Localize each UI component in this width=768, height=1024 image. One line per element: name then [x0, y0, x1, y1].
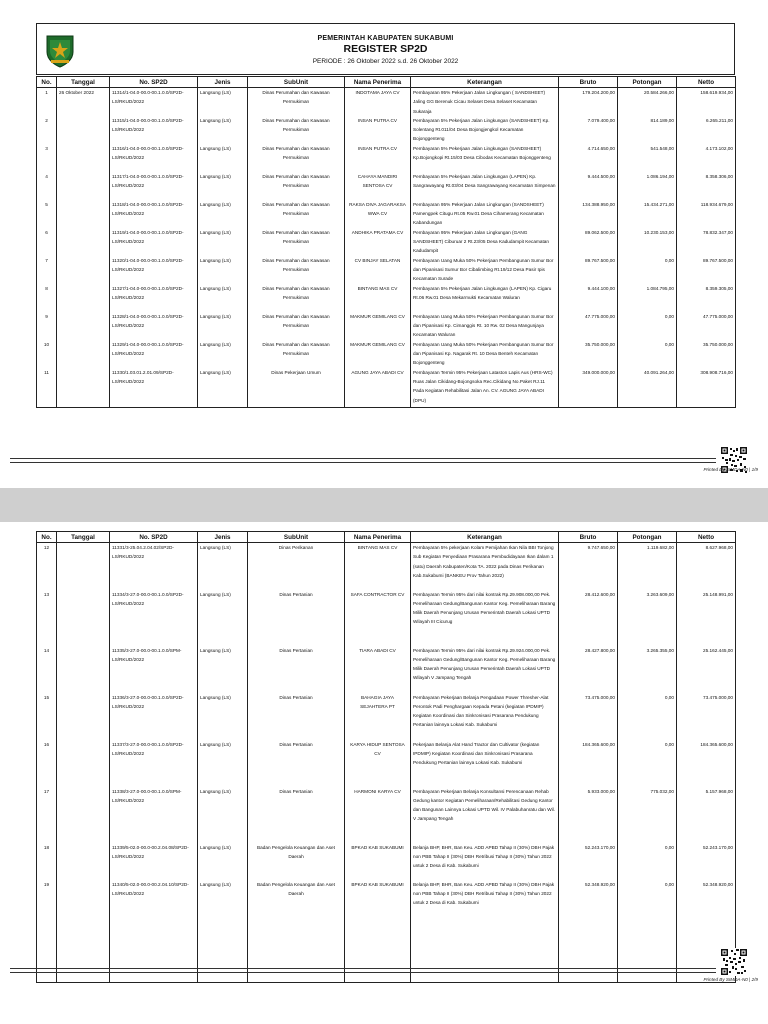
empty-cell: [198, 405, 248, 407]
cell-no-sp2d: 11328/1-04.0-00.0-00.1.0.0/SP2D-LS/RKUD/2022: [110, 312, 198, 340]
table-row: [37, 144, 736, 172]
cell-jenis: Langsung (LS): [198, 200, 248, 228]
cell-keterangan: Pembayaran 5% Pekerjaan Jalan Lingkungan (SANDSHEET) Kp. Solentang Rt.011/04 Desa Bojongjengkol Kecamatan Bojonggenteng: [411, 116, 559, 144]
cell-nama-penerima: BINTANG MAS CV: [345, 284, 411, 312]
empty-cell: [677, 405, 736, 407]
cell-bruto: 89.062.500,00: [559, 228, 618, 256]
cell-nama-penerima: TIARA ABADI CV: [345, 646, 411, 693]
cell-netto: 6.265.211,00: [677, 116, 736, 144]
col-header-netto: Netto: [677, 532, 736, 543]
cell-jenis: Langsung (LS): [198, 116, 248, 144]
cell-netto: 8.627.968,00: [677, 543, 736, 590]
cell-netto: 73.475.000,00: [677, 693, 736, 740]
cell-subunit: Dinas Pertanian: [248, 787, 345, 843]
cell-keterangan: Belanja BHP, BHR, Ban Keu. ADD APBD Tahap II (30%) DBH Pajak non PBB Tahap II (30%) DBH Retribusi Tahap II (30%) Tahun 2022 untuk 2 Desa di Kab. Sukabumi: [411, 843, 559, 880]
report-header: [36, 23, 735, 75]
cell-subunit: Dinas Perikanan: [248, 543, 345, 590]
cell-netto: 25.148.991,00: [677, 590, 736, 646]
cell-subunit: Dinas Perumahan dan Kawasan Permukiman: [248, 172, 345, 200]
cell-jenis: Langsung (LS): [198, 256, 248, 284]
col-header-nama-penerima: Nama Penerima: [345, 532, 411, 543]
cell-tanggal: [57, 843, 110, 880]
cell-jenis: Langsung (LS): [198, 88, 248, 116]
table-row: [37, 116, 736, 144]
empty-cell: [37, 405, 57, 407]
cell-potongan: 541.548,00: [618, 144, 677, 172]
cell-netto: 35.750.000,00: [677, 340, 736, 368]
cell-no-sp2d: 11336/3-27.0-00.0-00.1.0.0/SP2D-LS/RKUD/2022: [110, 693, 198, 740]
col-header-subunit: SubUnit: [248, 532, 345, 543]
table-row: [37, 200, 736, 228]
empty-cell: [57, 405, 110, 407]
cell-tanggal: 26 Oktober 2022: [57, 88, 110, 116]
cell-subunit: Dinas Perumahan dan Kawasan Permukiman: [248, 88, 345, 116]
cell-nama-penerima: AGUNG JAYA ABADI CV: [345, 368, 411, 405]
cell-no-sp2d: 11329/1-04.0-00.0-00.1.0.0/SP2D-LS/RKUD/2022: [110, 340, 198, 368]
cell-tanggal: [57, 284, 110, 312]
cell-netto: 47.775.000,00: [677, 312, 736, 340]
cell-bruto: 9.444.100,00: [559, 284, 618, 312]
col-header-potongan: Potongan: [618, 77, 677, 88]
cell-bruto: 9.747.650,00: [559, 543, 618, 590]
register-page-1: [0, 0, 768, 488]
cell-nama-penerima: RAKSA DIVA JAGARAKSA WWA CV: [345, 200, 411, 228]
cell-no-sp2d: 11331/3-25.04.2.04.02/SP2D-LS/RKUD/2022: [110, 543, 198, 590]
col-header-no: No.: [37, 77, 57, 88]
cell-tanggal: [57, 312, 110, 340]
cell-nama-penerima: HARMONI KARYA CV: [345, 787, 411, 843]
cell-bruto: 179.204.200,00: [559, 88, 618, 116]
cell-jenis: Langsung (LS): [198, 693, 248, 740]
cell-netto: 52.348.920,00: [677, 880, 736, 917]
cell-subunit: Badan Pengelola Keuangan dan Aset Daerah: [248, 880, 345, 917]
cell-subunit: Dinas Perumahan dan Kawasan Permukiman: [248, 284, 345, 312]
table-row: [37, 693, 736, 740]
col-header-no: No.: [37, 532, 57, 543]
cell-tanggal: [57, 368, 110, 405]
cell-no-sp2d: 11337/3-27.0-00.0-00.1.0.0/SP2D-LS/RKUD/2022: [110, 740, 198, 787]
cell-netto: 8.358.306,00: [677, 172, 736, 200]
cell-no-sp2d: 11316/1-04.0-00.0-00.1.0.0/SP2D-LS/RKUD/2022: [110, 144, 198, 172]
cell-netto: 158.619.934,00: [677, 88, 736, 116]
cell-jenis: Langsung (LS): [198, 787, 248, 843]
cell-netto: 78.832.347,00: [677, 228, 736, 256]
cell-bruto: 52.348.920,00: [559, 880, 618, 917]
cell-nama-penerima: MAKMUR GEMILANG CV: [345, 340, 411, 368]
cell-nama-penerima: CV BINJAY SELATAN: [345, 256, 411, 284]
empty-cell: [248, 405, 345, 407]
cell-subunit: Dinas Pertanian: [248, 646, 345, 693]
cell-no: 2: [37, 116, 57, 144]
cell-jenis: Langsung (LS): [198, 368, 248, 405]
cell-potongan: 1.086.194,00: [618, 172, 677, 200]
cell-jenis: Langsung (LS): [198, 543, 248, 590]
cell-nama-penerima: ANDHIKA PRATAMA CV: [345, 228, 411, 256]
cell-no: 5: [37, 200, 57, 228]
cell-no-sp2d: 11315/1-04.0-00.0-00.1.0.0/SP2D-LS/RKUD/2022: [110, 116, 198, 144]
table-row: [37, 340, 736, 368]
cell-jenis: Langsung (LS): [198, 880, 248, 917]
cell-subunit: Dinas Perumahan dan Kawasan Permukiman: [248, 228, 345, 256]
col-header-subunit: SubUnit: [248, 77, 345, 88]
empty-cell: [618, 405, 677, 407]
table-row: [37, 284, 736, 312]
cell-no: 19: [37, 880, 57, 917]
cell-subunit: Dinas Perumahan dan Kawasan Permukiman: [248, 312, 345, 340]
cell-nama-penerima: INSAN PUTRA CV: [345, 144, 411, 172]
cell-keterangan: Pembayaran Uang Muka 50% Pekerjaan Pembangunan Sumur Bor dan Pipanisasi Sumur Bor Cibalimbing Rt.19/12 Desa Pasir Ipis Kecamatan Surade: [411, 256, 559, 284]
cell-tanggal: [57, 543, 110, 590]
cell-subunit: Dinas Pekerjaan Umum: [248, 368, 345, 405]
cell-tanggal: [57, 693, 110, 740]
cell-potongan: 20.584.266,00: [618, 88, 677, 116]
cell-no-sp2d: 11318/1-04.0-00.0-00.1.0.0/SP2D-LS/RKUD/2022: [110, 200, 198, 228]
cell-no: 11: [37, 368, 57, 405]
table-row: [37, 88, 736, 116]
register-page-2: [0, 522, 768, 1024]
cell-nama-penerima: SAFA CONTRACTOR CV: [345, 590, 411, 646]
cell-potongan: 3.263.609,00: [618, 590, 677, 646]
cell-bruto: 28.412.600,00: [559, 590, 618, 646]
cell-jenis: Langsung (LS): [198, 843, 248, 880]
cell-netto: 4.173.102,00: [677, 144, 736, 172]
printed-by-footer: Printed By SIMDA-N0 | 1/9: [703, 467, 758, 472]
cell-keterangan: Pekerjaan Belanja Alat Hand Tractor dan Cultivator (kegiatan IPDMIP) Kegiatan Koordinasi dan Sinkronisasi Prasarana Pendukung Pertanian lainnya Lokasi Kab. Sukabumi: [411, 740, 559, 787]
cell-subunit: Dinas Pertanian: [248, 740, 345, 787]
cell-netto: 5.157.968,00: [677, 787, 736, 843]
cell-tanggal: [57, 590, 110, 646]
report-period: PERIODE : 26 Oktober 2022 s.d. 26 Oktober 2022: [312, 58, 459, 65]
cell-netto: 52.243.170,00: [677, 843, 736, 880]
cell-netto: 25.162.445,00: [677, 646, 736, 693]
cell-potongan: 40.091.264,00: [618, 368, 677, 405]
report-title: REGISTER SP2D: [343, 43, 428, 55]
empty-cell: [559, 405, 618, 407]
cell-jenis: Langsung (LS): [198, 228, 248, 256]
cell-jenis: Langsung (LS): [198, 284, 248, 312]
cell-potongan: 0,00: [618, 256, 677, 284]
cell-bruto: 89.767.500,00: [559, 256, 618, 284]
cell-subunit: Dinas Perumahan dan Kawasan Permukiman: [248, 200, 345, 228]
cell-no: 3: [37, 144, 57, 172]
cell-no-sp2d: 11314/1-04.0-00.0-00.1.0.0/SP2D-LS/RKUD/2022: [110, 88, 198, 116]
cell-potongan: 10.230.153,00: [618, 228, 677, 256]
cell-jenis: Langsung (LS): [198, 590, 248, 646]
cell-keterangan: Belanja BHP, BHR, Ban Keu. ADD APBD Tahap II (30%) DBH Pajak non PBB Tahap II (30%) DBH Retribusi Tahap II (30%) Tahun 2022 untuk 2 Desa di Kab. Sukabumi: [411, 880, 559, 917]
empty-cell: [411, 405, 559, 407]
cell-subunit: Dinas Perumahan dan Kawasan Permukiman: [248, 144, 345, 172]
cell-no: 14: [37, 646, 57, 693]
cell-potongan: 0,00: [618, 693, 677, 740]
col-header-no-sp2d: No. SP2D: [110, 77, 198, 88]
col-header-netto: Netto: [677, 77, 736, 88]
table-row: [37, 740, 736, 787]
cell-no: 13: [37, 590, 57, 646]
cell-nama-penerima: KARYA HIDUP SENTOSA CV: [345, 740, 411, 787]
cell-potongan: 0,00: [618, 340, 677, 368]
col-header-tanggal: Tanggal: [57, 532, 110, 543]
table-row: [37, 787, 736, 843]
cell-netto: 184.365.600,00: [677, 740, 736, 787]
table-header-row: [37, 77, 736, 88]
cell-tanggal: [57, 340, 110, 368]
cell-bruto: 73.475.000,00: [559, 693, 618, 740]
col-header-jenis: Jenis: [198, 77, 248, 88]
cell-tanggal: [57, 228, 110, 256]
cell-bruto: 52.243.170,00: [559, 843, 618, 880]
page-divider: [10, 972, 716, 973]
cell-no: 7: [37, 256, 57, 284]
cell-no: 8: [37, 284, 57, 312]
empty-cell: [110, 405, 198, 407]
cell-bruto: 7.079.400,00: [559, 116, 618, 144]
cell-no: 17: [37, 787, 57, 843]
page-divider: [10, 968, 716, 969]
page-divider: [10, 462, 716, 463]
page-divider: [10, 458, 716, 459]
cell-no: 9: [37, 312, 57, 340]
cell-nama-penerima: BPKAD KAB SUKABUMI: [345, 843, 411, 880]
cell-nama-penerima: MAKMUR GEMILANG CV: [345, 312, 411, 340]
cell-tanggal: [57, 200, 110, 228]
table-body: [37, 543, 736, 983]
cell-no: 4: [37, 172, 57, 200]
table-body: [37, 88, 736, 408]
cell-tanggal: [57, 880, 110, 917]
cell-potongan: 814.189,00: [618, 116, 677, 144]
table-row: [37, 590, 736, 646]
qr-code-icon: [720, 948, 748, 976]
table-empty-space: [37, 405, 736, 407]
cell-potongan: 0,00: [618, 880, 677, 917]
cell-jenis: Langsung (LS): [198, 646, 248, 693]
cell-bruto: 184.365.600,00: [559, 740, 618, 787]
cell-no-sp2d: 11338/3-27.0-00.0-00.1.0.0/SPM-LS/RKUD/2022: [110, 787, 198, 843]
cell-no: 6: [37, 228, 57, 256]
government-name: PEMERINTAH KABUPATEN SUKABUMI: [317, 35, 454, 42]
cell-no: 10: [37, 340, 57, 368]
cell-no-sp2d: 11340/5-02.0-00.0-00.2.04.10/SP2D-LS/RKUD/2022: [110, 880, 198, 917]
cell-potongan: 1.084.795,00: [618, 284, 677, 312]
cell-jenis: Langsung (LS): [198, 172, 248, 200]
cell-bruto: 4.714.650,00: [559, 144, 618, 172]
cell-netto: 308.908.716,00: [677, 368, 736, 405]
cell-potongan: 0,00: [618, 740, 677, 787]
cell-tanggal: [57, 646, 110, 693]
cell-no-sp2d: 11330/1.03.01.2.01.09/SP2D-LS/RKUD/2022: [110, 368, 198, 405]
cell-tanggal: [57, 256, 110, 284]
cell-no: 1: [37, 88, 57, 116]
table-row: [37, 843, 736, 880]
cell-keterangan: Pembayaran 5% Pekerjaan Jalan Lingkungan (LAPEN) Kp. Sangrawayang Rt.03/04 Desa Sangrawayang Kecamatan Simpenan: [411, 172, 559, 200]
table-row: [37, 880, 736, 917]
cell-nama-penerima: BPKAD KAB SUKABUMI: [345, 880, 411, 917]
cell-potongan: 15.434.271,00: [618, 200, 677, 228]
cell-bruto: 47.775.000,00: [559, 312, 618, 340]
cell-bruto: 5.933.000,00: [559, 787, 618, 843]
cell-keterangan: Pembayaran Termin 95% dari nilai kontrak Rp.29.924.000,00 Pek. Pemeliharaan Gedung/Bangunan Kantor Keg. Pemeliharaan Barang Milik Daerah Penunjang Urusan Pemerintah Daerah Lokasi UPTD Wilayah V Jampang Tengah: [411, 646, 559, 693]
cell-keterangan: Pembayaran 95% Pekerjaan Jalan Lingkungan (SANDSHEET) Pamengpek Citugu Rt.05 Rw.01 Desa Cihamerang Kecamatan Kabandungan: [411, 200, 559, 228]
cell-nama-penerima: BINTANG MAS CV: [345, 543, 411, 590]
cell-subunit: Dinas Perumahan dan Kawasan Permukiman: [248, 256, 345, 284]
cell-subunit: Badan Pengelola Keuangan dan Aset Daerah: [248, 843, 345, 880]
cell-netto: 89.767.500,00: [677, 256, 736, 284]
cell-no-sp2d: 11319/1-04.0-00.0-00.1.0.0/SP2D-LS/RKUD/2022: [110, 228, 198, 256]
cell-subunit: Dinas Pertanian: [248, 693, 345, 740]
table-row: [37, 312, 736, 340]
cell-potongan: 775.032,00: [618, 787, 677, 843]
cell-keterangan: Pembayaran 5% pekerjaan Kolam Pemijahan Ikan Nila BBI Tonjong Sub Kegiatan Penyediaan Prasarana Pembudidayaan Ikan dalam 1 (satu) Daerah Kabupaten/Kota TA. 2022 pada Dinas Perikanan Kab.Sukabumi (BANKEU Prov Tahun 2022): [411, 543, 559, 590]
cell-no-sp2d: 11339/5-02.0-00.0-00.2.04.08/SP2D-LS/RKUD/2022: [110, 843, 198, 880]
cell-nama-penerima: CAHAYA MANDIRI SENTOSA CV: [345, 172, 411, 200]
cell-subunit: Dinas Perumahan dan Kawasan Permukiman: [248, 340, 345, 368]
cell-tanggal: [57, 144, 110, 172]
cell-keterangan: Pembayaran Termin 95% Pekerjaan Lataston Lapis Aus (HRS-WC) Ruas Jalan Cikidang-Bojongsoka Rec.Cikidang No.Paket RJ.11 Pada Kegiatan Rehabilitasi Jalan An. CV. AGUNG JAYA ABADI (DPU): [411, 368, 559, 405]
col-header-tanggal: Tanggal: [57, 77, 110, 88]
cell-potongan: 1.119.682,00: [618, 543, 677, 590]
col-header-keterangan: Keterangan: [411, 77, 559, 88]
col-header-bruto: Bruto: [559, 77, 618, 88]
cell-no-sp2d: 11317/1-04.0-00.0-00.1.0.0/SP2D-LS/RKUD/2022: [110, 172, 198, 200]
cell-no: 12: [37, 543, 57, 590]
cell-netto: 118.934.679,00: [677, 200, 736, 228]
cell-tanggal: [57, 787, 110, 843]
cell-potongan: 0,00: [618, 843, 677, 880]
cell-no-sp2d: 11335/3-27.0-00.0-00.1.0.0/SPM-LS/RKUD/2022: [110, 646, 198, 693]
cell-jenis: Langsung (LS): [198, 312, 248, 340]
sp2d-register-table: [36, 531, 736, 983]
cell-no-sp2d: 11334/3-27.0-00.0-00.1.0.0/SP2D-LS/RKUD/2022: [110, 590, 198, 646]
empty-cell: [345, 405, 411, 407]
cell-tanggal: [57, 740, 110, 787]
table-row: [37, 256, 736, 284]
table-row: [37, 646, 736, 693]
cell-bruto: 9.444.500,00: [559, 172, 618, 200]
table-row: [37, 228, 736, 256]
cell-potongan: 0,00: [618, 312, 677, 340]
col-header-bruto: Bruto: [559, 532, 618, 543]
cell-keterangan: Pembayaran 95% Pekerjaan Jalan Lingkungan ( SANDSHEET) Jaling GG Berenuk Cicau Selaset Desa Selaset Kecamatan Sukaraja: [411, 88, 559, 116]
sp2d-register-table: [36, 76, 736, 408]
cell-nama-penerima: BAHAGIA JAYA SEJAHTERA PT: [345, 693, 411, 740]
cell-keterangan: Pembayaran Pekerjaan Belanja Konsultansi Perencanaan Rehab Gedung kantor Kegiatan Pemeliharaan/Rehabilitasi Gedung Kantor dan Bangunan Lainnya Lokasi UPTD Wil. IV Palabuhanratu dan Wil. V Jampang Tengah: [411, 787, 559, 843]
cell-no-sp2d: 11327/1-04.0-00.0-00.1.0.0/SP2D-LS/RKUD/2022: [110, 284, 198, 312]
col-header-no-sp2d: No. SP2D: [110, 532, 198, 543]
cell-keterangan: Pembayaran 5% Pekerjaan Jalan Lingkungan (SANDSHEET) Kp.Bojongkopi Rt.15/03 Desa Cibodas Kecamatan Bojonggenteng: [411, 144, 559, 172]
cell-bruto: 349.000.000,00: [559, 368, 618, 405]
cell-no-sp2d: 11320/1-04.0-00.0-00.1.0.0/SP2D-LS/RKUD/2022: [110, 256, 198, 284]
table-header-row: [37, 532, 736, 543]
cell-netto: 8.359.305,00: [677, 284, 736, 312]
cell-keterangan: Pembayaran Termin 95% dari nilai kontrak Rp.29.908.000,00 Pek. Pemeliharaan Gedung/Bangunan Kantor Keg. Pemeliharaan Barang Milik Daerah Penunjang Urusan Pemerintah Daerah Lokasi UPTD Wilayah III Cicurug: [411, 590, 559, 646]
cell-potongan: 3.265.355,00: [618, 646, 677, 693]
printed-by-footer: Printed By SIMDA-N0 | 2/9: [703, 977, 758, 982]
cell-keterangan: Pembayaran 95% Pekerjaan Jalan Lingkungan (GANG SANDSHEET) Ciburuar 2 Rt.23/05 Desa Kadudampit Kecamatan Kadudampit: [411, 228, 559, 256]
col-header-jenis: Jenis: [198, 532, 248, 543]
cell-tanggal: [57, 172, 110, 200]
cell-keterangan: Pembayaran Pekerjaan Belanja Pengadaan Power Thresher-Alat Perontok Padi Penghargaan Kepada Petani (kegiatan IPDMIP) Kegiatan Koordinasi dan Sinkronisasi Prasarana Pendukung Pertanian lainnya Lokasi Kab. Sukabumi: [411, 693, 559, 740]
cell-jenis: Langsung (LS): [198, 340, 248, 368]
cell-jenis: Langsung (LS): [198, 740, 248, 787]
cell-bruto: 28.427.800,00: [559, 646, 618, 693]
table-row: [37, 543, 736, 590]
cell-subunit: Dinas Pertanian: [248, 590, 345, 646]
table-row: [37, 368, 736, 405]
col-header-keterangan: Keterangan: [411, 532, 559, 543]
cell-tanggal: [57, 116, 110, 144]
table-row: [37, 172, 736, 200]
cell-jenis: Langsung (LS): [198, 144, 248, 172]
cell-bruto: 35.750.000,00: [559, 340, 618, 368]
cell-nama-penerima: INSAN PUTRA CV: [345, 116, 411, 144]
col-header-potongan: Potongan: [618, 532, 677, 543]
cell-nama-penerima: INDOTAMA JAYA CV: [345, 88, 411, 116]
cell-no: 18: [37, 843, 57, 880]
cell-no: 16: [37, 740, 57, 787]
col-header-nama-penerima: Nama Penerima: [345, 77, 411, 88]
cell-subunit: Dinas Perumahan dan Kawasan Permukiman: [248, 116, 345, 144]
cell-keterangan: Pembayaran 5% Pekerjaan Jalan Lingkungan (LAPEN) Kp. Cigaru Rt.06 Rw.01 Desa Mekarmukti Kecamatan Waluran: [411, 284, 559, 312]
cell-keterangan: Pembayaran Uang Muka 50% Pekerjaan Pembangunan Sumur Bor dan Pipanisasi Kp. Cimanggis Rt. 10 Rw. 02 Desa Mangunjaya Kecamatan Waluran: [411, 312, 559, 340]
cell-keterangan: Pembayaran Uang Muka 50% Pekerjaan Pembangunan Sumur Bor dan Pipanisasi Kp. Nagarak Rt. 10 Desa Benteh Kecamatan Bojonggenteng: [411, 340, 559, 368]
cell-no: 15: [37, 693, 57, 740]
cell-bruto: 134.388.950,00: [559, 200, 618, 228]
